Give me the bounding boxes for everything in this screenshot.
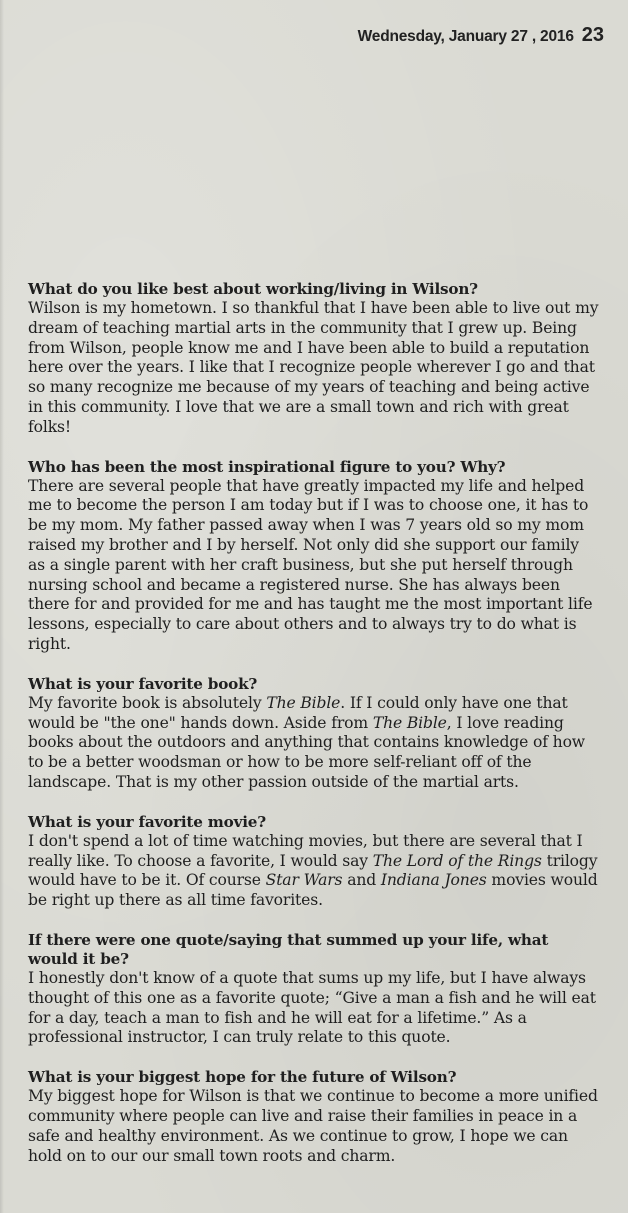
answer-text — [28, 832, 600, 911]
qa-block — [28, 280, 600, 438]
italic-title: The Bible — [266, 693, 341, 712]
answer-segment: , I love reading books about the outdoors and anything that contains knowledge of how to be a better woodsman or how to be more self-reliant off of the landscape. That is my other passion outside of the martial arts. — [28, 713, 586, 791]
question-heading: If there were one quote/saying that summed up your life, what would it be? — [28, 930, 549, 968]
answer-segment: Wilson is my hometown. I so thankful that I have been able to live out my dream of teaching martial arts in the community that I grew up. Being from Wilson, people know me and I have been able to build a reputation here over the years. I like that I recognize people wherever I go and that so many recognize me because of my years of teaching and being active in this community. I love that we are a small town and rich with great folks! — [28, 299, 599, 436]
question-heading: What is your favorite book? — [28, 674, 258, 693]
answer-segment: trilogy would have to be it. Of course — [28, 851, 598, 890]
answer-segment: and — [342, 871, 381, 890]
italic-title: Indiana Jones — [380, 871, 487, 890]
answer-text — [28, 1087, 600, 1166]
qa-block — [28, 675, 600, 793]
page-header — [358, 24, 604, 47]
qa-block — [28, 458, 600, 655]
issue-date: Wednesday, January 27 , 2016 — [357, 28, 574, 45]
italic-title: The Bible — [372, 713, 447, 732]
answer-text — [28, 969, 600, 1048]
answer-segment: . If I could only have one that would be "the one" hands down. Aside from — [28, 693, 568, 732]
interview-content — [28, 280, 600, 1186]
answer-segment: My favorite book is absolutely — [28, 693, 267, 712]
answer-text — [28, 477, 600, 655]
question-heading: Who has been the most inspirational figure to you? Why? — [28, 457, 506, 476]
question-heading: What is your favorite movie? — [28, 812, 266, 831]
qa-block — [28, 931, 600, 1048]
qa-block — [28, 1068, 600, 1166]
italic-title: The Lord of the Rings — [372, 851, 542, 870]
answer-text — [28, 694, 600, 793]
question-heading: What is your biggest hope for the future of Wilson? — [28, 1068, 457, 1087]
answer-segment: I honestly don't know of a quote that sums up my life, but I have always thought of this one as a favorite quote; “Give a man a fish and he will eat for a day, teach a man to fish and he will eat for a lifetime.” As a professional instructor, I can truly relate to this quote. — [28, 968, 596, 1047]
answer-segment: There are several people that have greatly impacted my life and helped me to become the person I am today but if I was to choose one, it has to be my mom. My father passed away when I was 7 years old so my mom raised my brother and I by herself. Not only did she support our family as a single parent with her craft business, but she put herself through nursing school and became a registered nurse. She has always been there for and provided for me and has taught me the most important life lessons, especially to care about others and to always try to do what is right. — [28, 476, 593, 653]
italic-title: Star Wars — [265, 871, 343, 890]
question-heading: What do you like best about working/living in Wilson? — [28, 280, 478, 298]
page-number: 23 — [581, 24, 604, 46]
answer-segment: My biggest hope for Wilson is that we continue to become a more unified community where people can live and raise their families in peace in a safe and healthy environment. As we continue to grow, I hope we can hold on to our our small town roots and charm. — [28, 1087, 598, 1165]
page-edge-shadow — [0, 0, 4, 1213]
qa-block — [28, 813, 600, 911]
answer-segment: movies would be right up there as all time favorites. — [28, 871, 598, 910]
answer-text — [28, 299, 600, 438]
answer-segment: I don't spend a lot of time watching movies, but there are several that I really like. To choose a favorite, I would say — [28, 831, 583, 870]
